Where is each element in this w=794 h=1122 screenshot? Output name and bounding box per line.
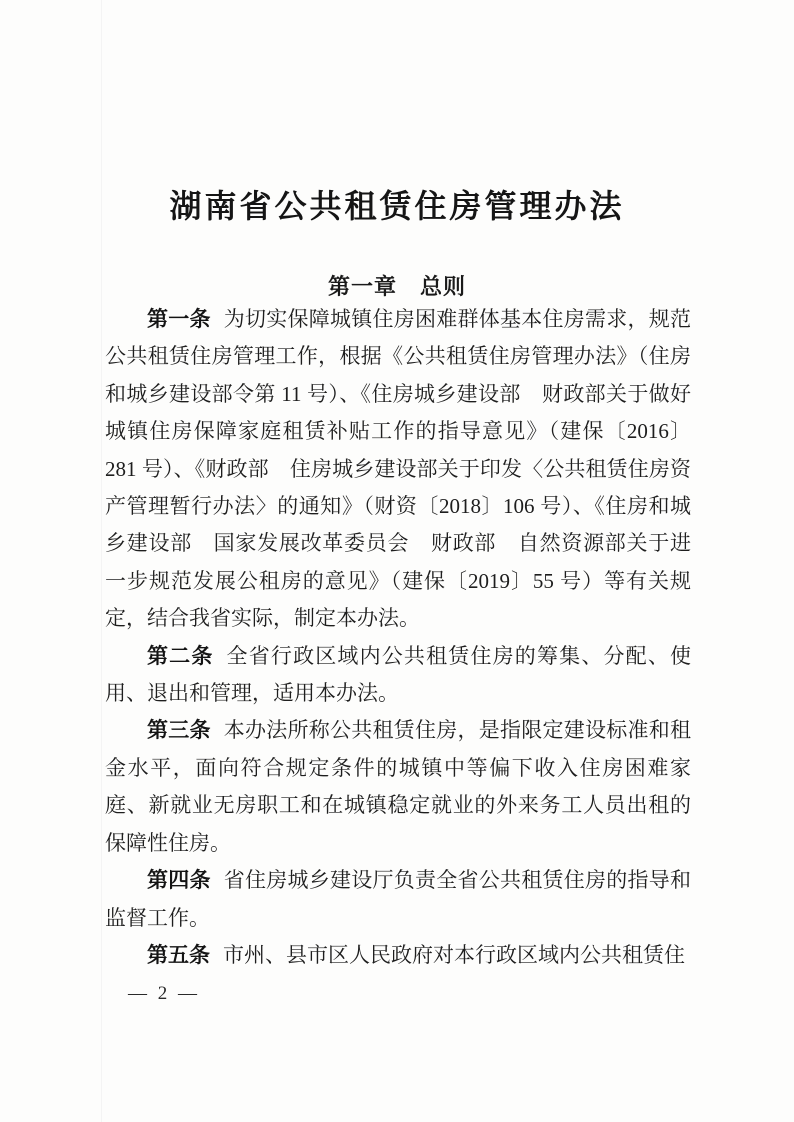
chapter-heading: 第一章 总则 — [327, 274, 466, 300]
scan-crease-line — [101, 0, 102, 1122]
article-label-5: 第五条 — [147, 943, 210, 967]
article-label-2: 第二条 — [147, 644, 214, 668]
article-paragraph-4 — [105, 862, 691, 937]
article-paragraph-3 — [105, 712, 691, 862]
article-text-3: 本办法所称公共租赁住房，是指限定建设标准和租金水平，面向符合规定条件的城镇中等偏下收入住房困难家庭、新就业无房职工和在城镇稳定就业的外来务工人员出租的保障性住房。 — [105, 718, 691, 855]
article-paragraph-2 — [105, 638, 691, 713]
document-title: 湖南省公共租赁住房管理办法 — [169, 188, 625, 225]
document-body — [105, 301, 691, 974]
article-label-4: 第四条 — [147, 869, 211, 893]
article-paragraph-1 — [105, 301, 691, 638]
article-label-3: 第三条 — [147, 719, 211, 743]
article-text-1: 为切实保障城镇住房困难群体基本住房需求，规范公共租赁住房管理工作，根据《公共租赁住房管理办法》（住房和城乡建设部令第 11 号）、《住房城乡建设部 财政部关于做好城镇住房保障家庭租赁补贴工作的指导意见》（建保〔2016〕281 号）、《财政部 住房城乡建设部关于印发〈公共租赁住房资产管理暂行办法〉的通知》（财资〔2018〕106 号）、《住房和城乡建设部 国家发展改革委员会 财政部 自然资源部关于进一步规范发展公租房的意见》（建保〔2019〕55 号）等有关规定，结合我省实际，制定本办法。 — [105, 307, 691, 631]
article-text-4: 省住房城乡建设厅负责全省公共租赁住房的指导和监督工作。 — [105, 868, 691, 930]
article-text-5: 市州、县市区人民政府对本行政区域内公共租赁住 — [223, 942, 686, 967]
page-number: — 2 — — [128, 983, 200, 1004]
article-paragraph-5 — [105, 937, 691, 974]
article-text-2: 全省行政区域内公共租赁住房的筹集、分配、使用、退出和管理，适用本办法。 — [105, 643, 692, 706]
article-label-1: 第一条 — [147, 308, 211, 331]
